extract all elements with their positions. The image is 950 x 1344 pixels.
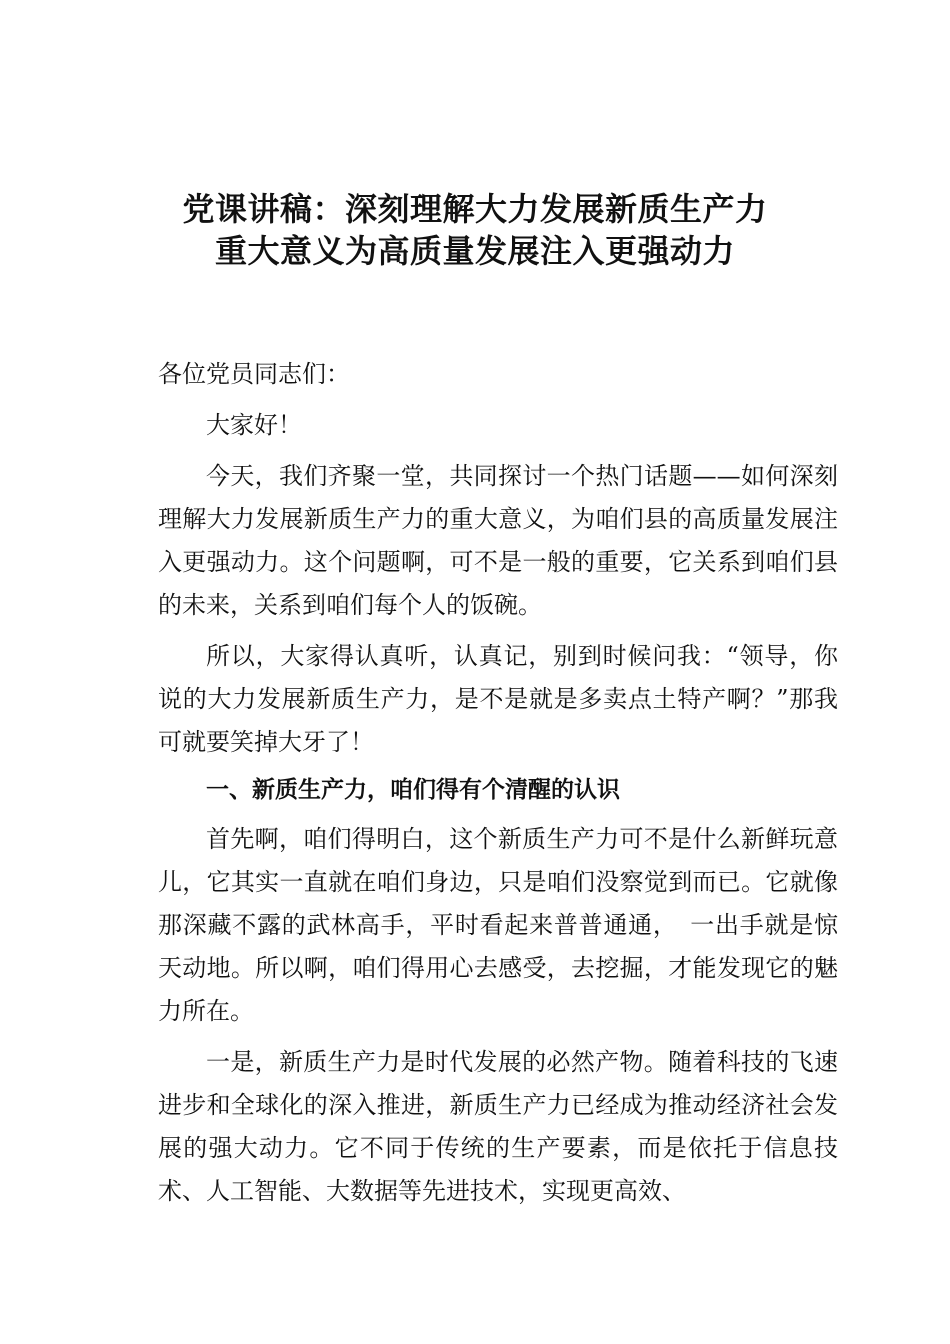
document-title (0, 188, 950, 272)
paragraph-intro: 今天，我们齐聚一堂，共同探讨一个热门话题——如何深刻理解大力发展新质生产力的重大意义，为咱们县的高质量发展注入更强动力。这个问题啊，可不是一般的重要，它关系到咱们县的未来，关系到咱们每个人的饭碗。 (158, 462, 838, 619)
title-line-1: 党课讲稿：深刻理解大力发展新质生产力 (182, 190, 768, 228)
salutation: 各位党员同志们： (158, 360, 350, 388)
greeting: 大家好！ (206, 411, 302, 439)
section-paragraph: 一是，新质生产力是时代发展的必然产物。随着科技的飞速进步和全球化的深入推进，新质生产力已经成为推动经济社会发展的强大动力。它不同于传统的生产要素，而是依托于信息技术、人工智能、大数据等先进技术，实现更高效、 (158, 1048, 838, 1205)
title-line-2: 重大意义为高质量发展注入更强动力 (214, 232, 735, 270)
document-body (158, 353, 838, 1213)
paragraph-caution: 所以，大家得认真听，认真记，别到时候问我：“领导，你说的大力发展新质生产力，是不是就是多卖点土特产啊？”那我可就要笑掉大牙了！ (158, 642, 838, 756)
section-paragraph: 首先啊，咱们得明白，这个新质生产力可不是什么新鲜玩意儿，它其实一直就在咱们身边，只是咱们没察觉到而已。它就像那深藏不露的武林高手，平时看起来普普通通， 一出手就是惊天动地。所以啊，咱们得用心去感受，去挖掘，才能发现它的魅力所在。 (158, 825, 838, 1025)
section-heading: 一、新质生产力，咱们得有个清醒的认识 (206, 777, 620, 803)
